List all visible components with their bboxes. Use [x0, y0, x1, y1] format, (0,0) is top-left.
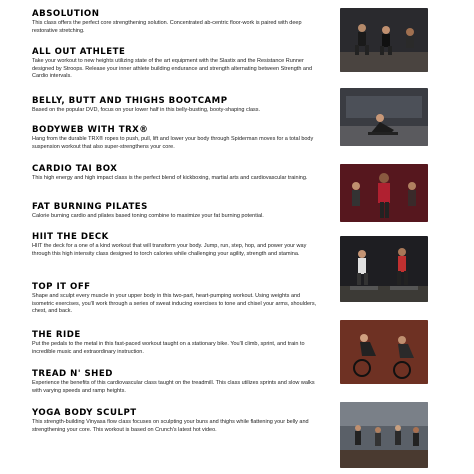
class-title: FAT BURNING PILATES — [32, 202, 148, 212]
class-tread-n-shed — [32, 369, 322, 395]
class-title: THE RIDE — [32, 330, 81, 340]
class-description: Experience the benefits of this cardiovascular class taught on the treadmill. This class utilizes sprints and slow walks with varying speeds and ramp heights. — [32, 380, 315, 394]
bootcamp-photo — [340, 88, 428, 146]
class-description: This high energy and high impact class is the perfect blend of kickboxing, martial arts and cardiovascular training. — [32, 175, 308, 181]
class-description: This strength-building Vinyasa flow class focuses on sculpting your buns and thighs while flattening your belly and strengthening your core. This workout is based on Crunch's latest hot video. — [32, 419, 309, 433]
class-description: HIIT the deck for a one of a kind workout that will transform your body. Jump, run, step, hop, and power your way through this high intensity class designed to torch calories while challenging your agility, strength and stamina. — [32, 243, 307, 257]
hiit-the-deck-photo — [340, 236, 428, 302]
class-yoga-body-sculpt — [32, 408, 322, 434]
class-title: TOP IT OFF — [32, 282, 91, 292]
class-description: Shape and sculpt every muscle in your upper body in this two-part, heart-pumping workout. Using weights and isometric exercises, you'll work through a series of sweat inducing exercises to tone and chisel your arms, shoulders, chest, and back. — [32, 293, 317, 315]
cardio-tai-box-photo — [340, 164, 428, 222]
class-title: BELLY, BUTT AND THIGHS BOOTCAMP — [32, 96, 228, 106]
class-bodyweb-trx — [32, 125, 322, 151]
yoga-body-sculpt-photo — [340, 402, 428, 468]
class-hiit-the-deck — [32, 232, 322, 258]
class-description: Calorie burning cardio and pilates based toning combine to maximize your fat burning potential. — [32, 213, 264, 219]
class-title: BODYWEB WITH TRX® — [32, 125, 149, 135]
class-description: Hang from the durable TRX® ropes to push, pull, lift and lower your body through Spiderman moves for a total body suspension workout that also super-strengthens your core. — [32, 136, 314, 150]
class-cardio-tai-box — [32, 164, 322, 183]
class-title: CARDIO TAI BOX — [32, 164, 118, 174]
class-description: Take your workout to new heights utilizing state of the art equipment with the Slastix and the Resistance Runner designed by Stroops. Release your inner athlete building endurance and strength alternating between Strength and Cardio intervals. — [32, 58, 313, 80]
class-the-ride — [32, 330, 322, 356]
class-bbt-bootcamp — [32, 96, 322, 115]
class-description: Based on the popular DVD, focus on your lower half in this belly-busting, booty-shaping class. — [32, 107, 261, 113]
class-title: ALL OUT ATHLETE — [32, 47, 126, 57]
class-title: ABSOLUTION — [32, 9, 100, 19]
class-description: Put the pedals to the metal in this fast-paced workout taught on a stationary bike. You'll climb, sprint, and train to incredible music and extraordinary instruction. — [32, 341, 305, 355]
absolution-photo — [340, 8, 428, 72]
class-title: YOGA BODY SCULPT — [32, 408, 137, 418]
class-title: TREAD N' SHED — [32, 369, 113, 379]
class-fat-burning-pilates — [32, 202, 322, 221]
class-top-it-off — [32, 282, 322, 316]
the-ride-photo — [340, 320, 428, 384]
class-all-out-athlete — [32, 47, 322, 81]
class-absolution — [32, 9, 322, 35]
class-description: This class offers the perfect core strengthening solution. Concentrated ab-centric floor-work is paired with deep restorative stretching. — [32, 20, 302, 34]
class-title: HIIT THE DECK — [32, 232, 109, 242]
